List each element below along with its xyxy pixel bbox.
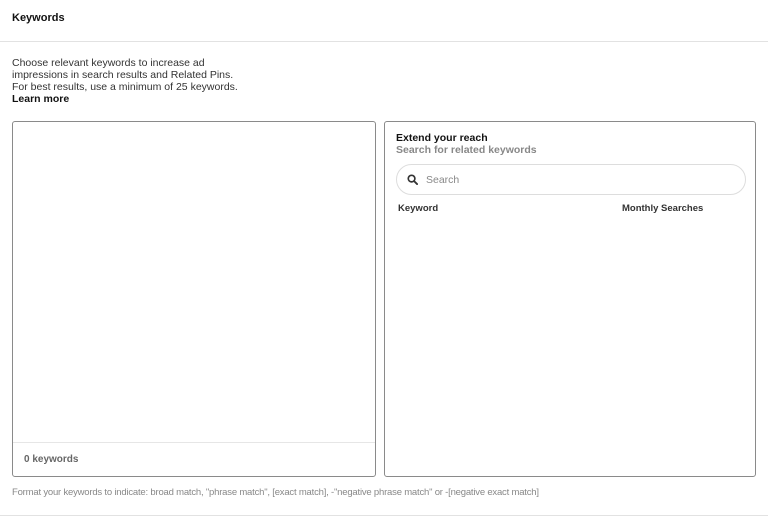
column-header-monthly-searches[interactable]: Monthly Searches	[622, 203, 704, 214]
keyword-count: 0 keywords	[13, 442, 375, 476]
divider	[0, 515, 768, 516]
description-line: For best results, use a minimum of 25 keywords.	[12, 81, 238, 93]
extend-reach-panel	[384, 121, 756, 477]
divider	[0, 41, 768, 42]
section-title: Keywords	[12, 12, 65, 24]
format-hint: Format your keywords to indicate: broad match, "phrase match", [exact match], -"negative phrase match" or -[negative exact match]	[12, 487, 539, 498]
search-field[interactable]	[396, 164, 746, 195]
panel-title: Extend your reach	[396, 132, 488, 144]
panel-subtitle: Search for related keywords	[396, 144, 537, 156]
keywords-textarea[interactable]	[12, 121, 376, 477]
column-header-keyword[interactable]: Keyword	[398, 203, 439, 214]
search-icon	[407, 174, 418, 185]
search-input[interactable]	[426, 174, 726, 186]
learn-more-link[interactable]: Learn more	[12, 93, 70, 105]
description-line: impressions in search results and Related Pins.	[12, 69, 234, 81]
description-line: Choose relevant keywords to increase ad	[12, 57, 205, 69]
description	[12, 57, 312, 105]
